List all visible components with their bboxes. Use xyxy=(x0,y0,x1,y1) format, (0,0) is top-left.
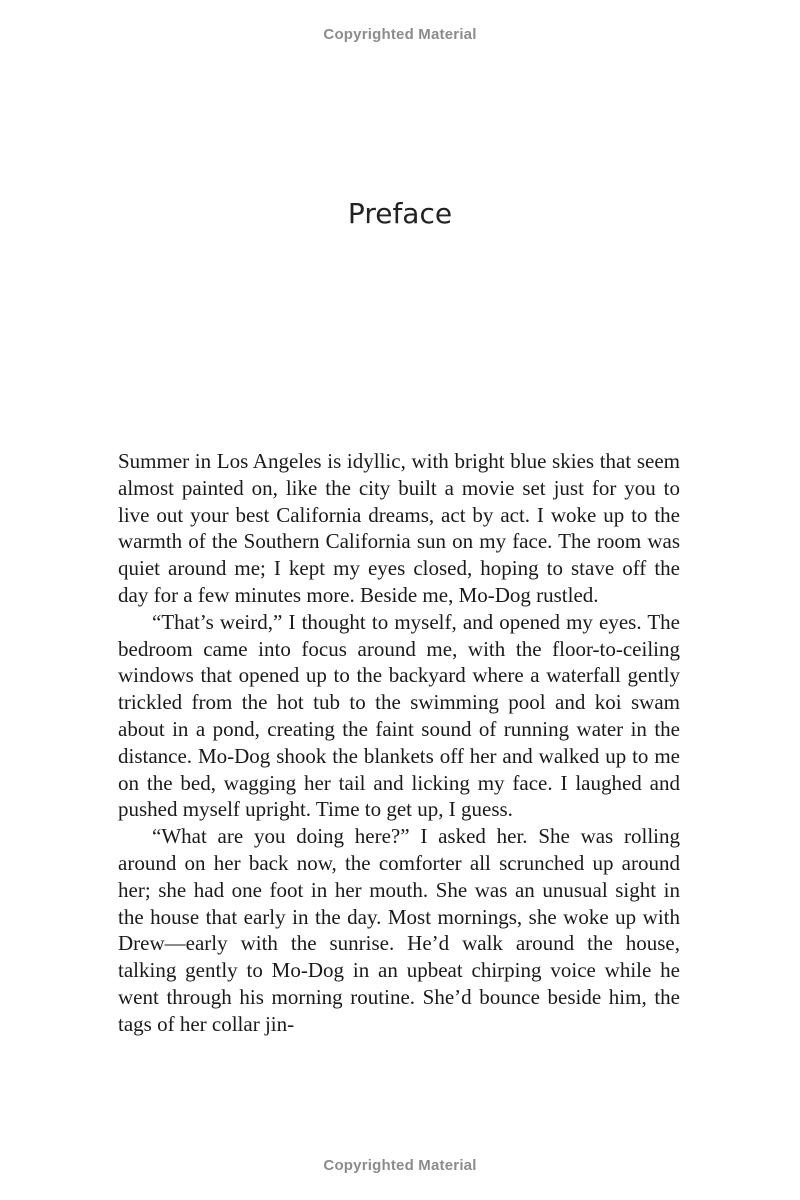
paragraph-1: Summer in Los Angeles is idyllic, with bright blue skies that seem almost painted on, like the city built a movie set just for you to live out your best California dreams, act by act. I woke up to the warmth of the Southern California sun on my face. The room was quiet around me; I kept my eyes closed, hoping to stave off the day for a few minutes more. Beside me, Mo-Dog rustled. xyxy=(118,449,680,607)
paragraph-2: “That’s weird,” I thought to myself, and opened my eyes. The bedroom came into focus around me, with the floor-to-ceiling windows that opened up to the backyard where a waterfall gently trickled from the hot tub to the swimming pool and koi swam about in a pond, creating the faint sound of running water in the distance. Mo-Dog shook the blankets off her and walked up to me on the bed, wagging her tail and licking my face. I laughed and pushed myself upright. Time to get up, I guess. xyxy=(118,609,680,822)
paragraph-3: “What are you doing here?” I asked her. She was rolling around on her back now, the comforter all scrunched up around her; she had one foot in her mouth. She was an unusual sight in the house that early in the day. Most mornings, she woke up with Drew—early with the sunrise. He’d walk around the house, talking gently to Mo-Dog in an upbeat chirping voice while he went through his morning routine. She’d bounce beside him, the tags of her collar jin- xyxy=(118,824,680,1036)
copyright-watermark-top: Copyrighted Material xyxy=(323,26,477,43)
chapter-title: Preface xyxy=(347,196,453,230)
copyright-watermark-bottom: Copyrighted Material xyxy=(323,1157,477,1174)
body-text xyxy=(118,448,680,1038)
